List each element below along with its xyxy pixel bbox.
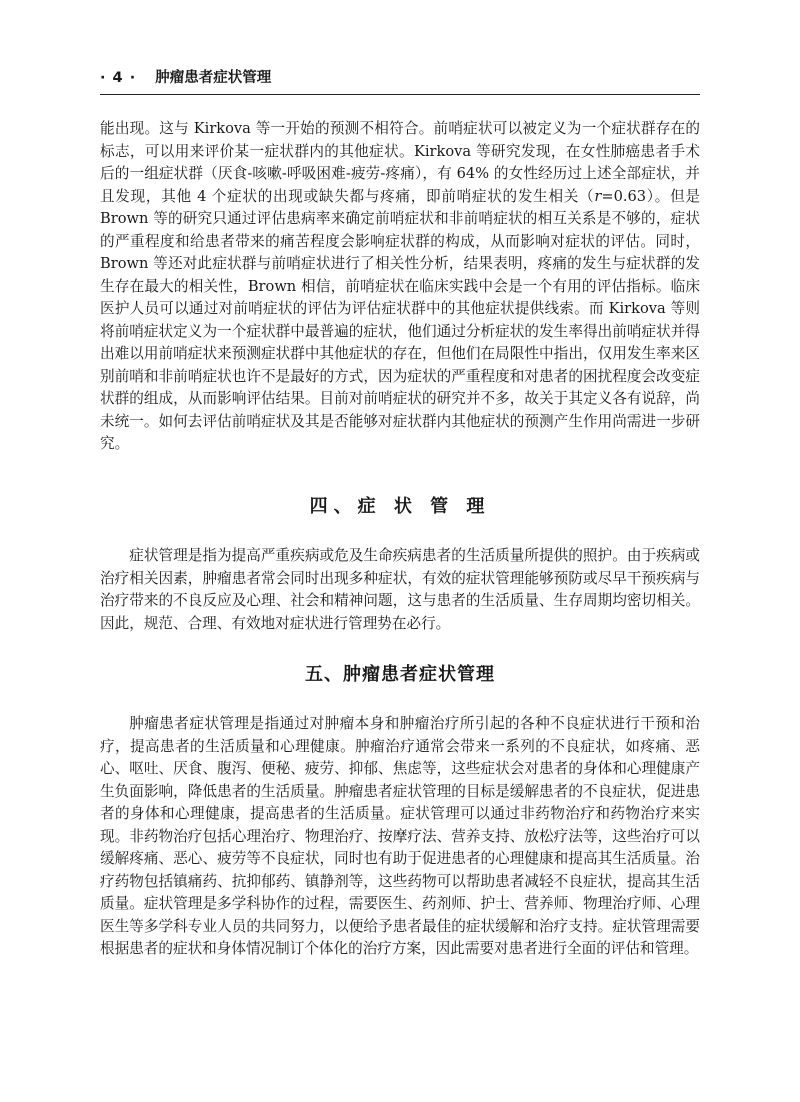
- chapter-title: 肿瘤患者症状管理: [155, 70, 272, 86]
- paragraph-symptom-management: 症状管理是指为提高严重疾病或危及生命疾病患者的生活质量所提供的照护。由于疾病或治疗相关因素，肿瘤患者常会同时出现多种症状，有效的症状管理能够预防或尽早干预疾病与治疗带来的不良反应及心理、社会和精神问题，这与患者的生活质量、生存周期均密切相关。因此，规范、合理、有效地对症状进行管理势在必行。: [100, 547, 700, 632]
- correlation-symbol: r: [594, 187, 602, 205]
- paragraph-text-part-2: =0.63）。但是 Brown 等的研究只通过评估患病率来确定前哨症状和非前哨症状的相互关系是不够的，症状的严重程度和给患者带来的痛苦程度会影响症状群的构成，从而影响对症状的评估。同时，Brown 等还对此症状群与前哨症状进行了相关性分析，结果表明，疼痛的发生与症状群的发生存在最大的相关性，Brown 相信，前哨症状在临床实践中会是一个有用的评估指标。临床医护人员可以通过对前哨症状的评估为评估症状群中的其他症状提供线索。而 Kirkova 等则将前哨症状定义为一个症状群中最普遍的症状，他们通过分析症状的发生率得出前哨症状并得出难以用前哨症状来预测症状群中其他症状的存在，但他们在局限性中指出，仅用发生率来区别前哨和非前哨症状也许不是最好的方式，因为症状的严重程度和对患者的困扰程度会改变症状群的组成，从而影响评估结果。目前对前哨症状的研究并不多，故关于其定义各有说辞，尚未统一。如何去评估前哨症状及其是否能够对症状群内其他症状的预测产生作用尚需进一步研究。: [100, 187, 700, 452]
- section-heading-symptom-management: 四、症 状 管 理: [309, 496, 491, 517]
- paragraph-sentinel-symptom: [100, 118, 700, 456]
- paragraph-text-part-1: 能出现。这与 Kirkova 等一开始的预测不相符合。前哨症状可以被定义为一个症状群存在的标志，可以用来评价某一症状群内的其他症状。Kirkova 等研究发现，在女性肺癌患者手术后的一组症状群（厌食-咳嗽-呼吸困难-疲劳-疼痛），有 64% 的女性经历过上述全部症状，并且发现，其他 4 个症状的出现或缺失都与疼痛，即前哨症状的发生相关（: [100, 120, 700, 205]
- paragraph-cancer-symptom-management: 肿瘤患者症状管理是指通过对肿瘤本身和肿瘤治疗所引起的各种不良症状进行干预和治疗，提高患者的生活质量和心理健康。肿瘤治疗通常会带来一系列的不良症状，如疼痛、恶心、呕吐、厌食、腹泻、便秘、疲劳、抑郁、焦虑等，这些症状会对患者的身体和心理健康产生负面影响，降低患者的生活质量。肿瘤患者症状管理的目标是缓解患者的不良症状，促进患者的身体和心理健康，提高患者的生活质量。症状管理可以通过非药物治疗和药物治疗来实现。非药物治疗包括心理治疗、物理治疗、按摩疗法、营养支持、放松疗法等，这些治疗可以缓解疼痛、恶心、疲劳等不良症状，同时也有助于促进患者的心理健康和提高其生活质量。治疗药物包括镇痛药、抗抑郁药、镇静剂等，这些药物可以帮助患者减轻不良症状，提高其生活质量。症状管理是多学科协作的过程，需要医生、药剂师、护士、营养师、物理治疗师、心理医生等多学科专业人员的共同努力，以便给予患者最佳的症状缓解和治疗支持。症状管理需要根据患者的症状和身体情况制订个体化的治疗方案，因此需要对患者进行全面的评估和管理。: [100, 715, 700, 957]
- section-heading-cancer-symptom-management: 五、肿瘤患者症状管理: [305, 664, 495, 685]
- page-number: · 4 ·: [100, 70, 137, 86]
- running-header: [100, 68, 700, 95]
